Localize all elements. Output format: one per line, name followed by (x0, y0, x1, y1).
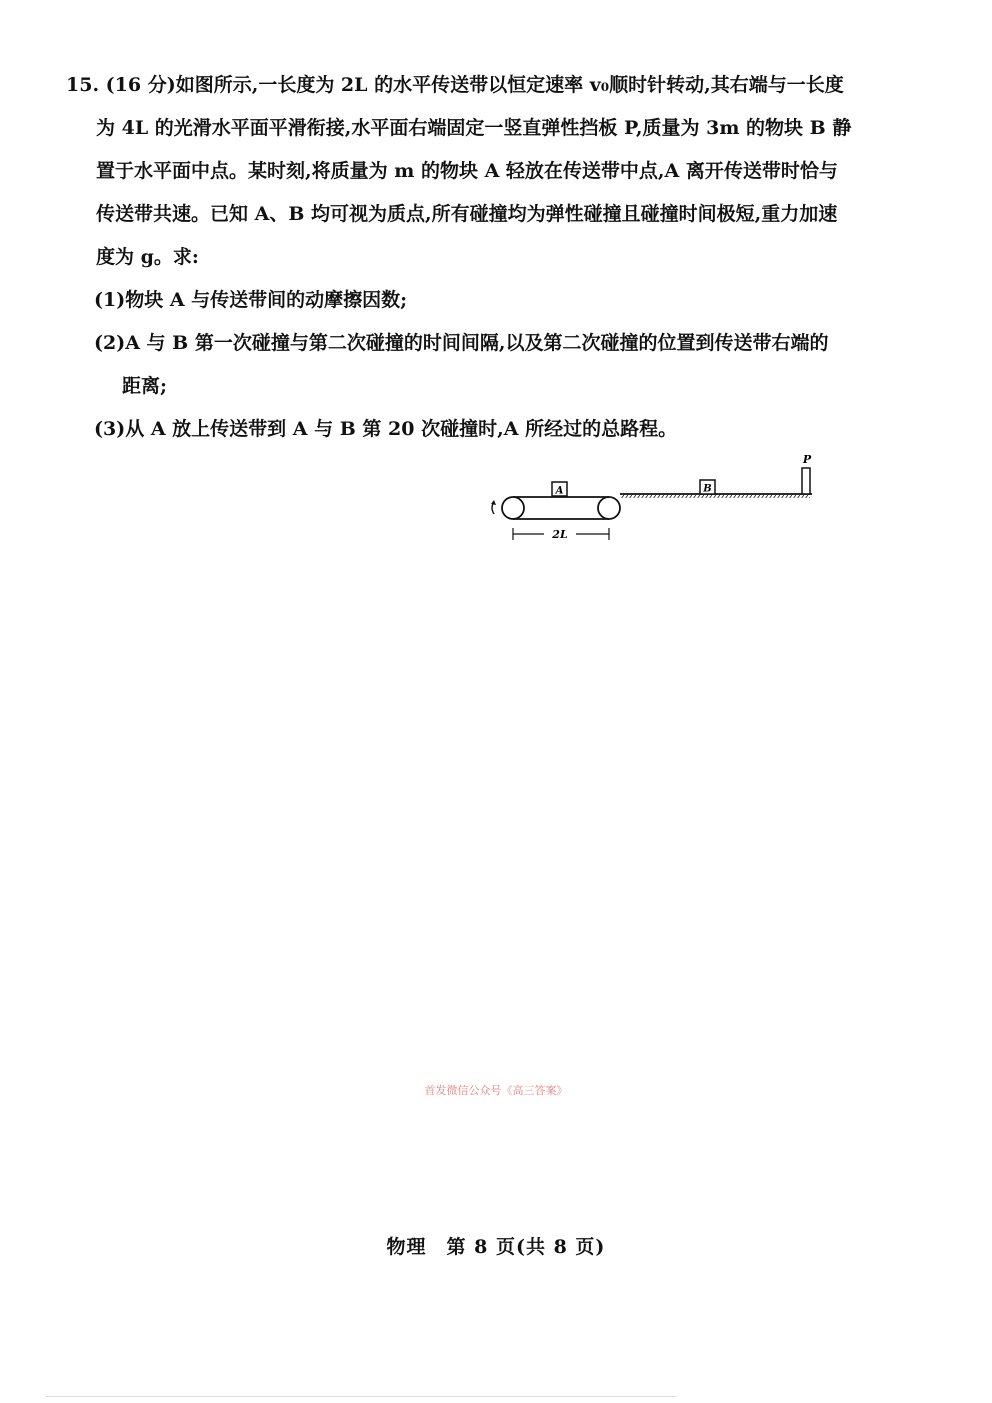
bottom-rule (46, 1396, 676, 1397)
problem-line-2: 为 4L 的光滑水平面平滑衔接,水平面右端固定一竖直弹性挡板 P,质量为 3m 的物块 B 静 (96, 117, 852, 139)
block-a-label: A (555, 485, 564, 497)
page-footer: 物理 第 8 页(共 8 页) (386, 1236, 606, 1258)
question-1: (1)物块 A 与传送带间的动摩擦因数; (94, 289, 408, 311)
belt-length-label: 2L (552, 528, 568, 541)
belt-length-dimension (513, 528, 609, 541)
watermark: 首发微信公众号《高三答案》 (424, 1084, 568, 1097)
block-a (552, 482, 567, 497)
problem-line-5: 度为 g。求: (96, 246, 199, 268)
question-2: (2)A 与 B 第一次碰撞与第二次碰撞的时间间隔,以及第二次碰撞的位置到传送带右端的 (94, 332, 829, 354)
problem-15 (66, 64, 852, 451)
plate-p-label: P (802, 453, 812, 466)
left-pulley (502, 497, 524, 519)
question-3: (3)从 A 放上传送带到 A 与 B 第 20 次碰撞时,A 所经过的总路程。 (94, 418, 678, 440)
rotation-arrowhead-icon (491, 500, 496, 505)
problem-line-1: 15. (16 分)如图所示,一长度为 2L 的水平传送带以恒定速率 v₀顺时针转动,其右端与一长度 (66, 74, 844, 96)
smooth-surface (620, 494, 812, 498)
block-b (700, 480, 715, 495)
conveyor-diagram (480, 450, 820, 550)
block-b-label: B (703, 483, 712, 495)
problem-line-3: 置于水平面中点。某时刻,将质量为 m 的物块 A 轻放在传送带中点,A 离开传送带时恰与 (96, 160, 838, 182)
problem-line-4: 传送带共速。已知 A、B 均可视为质点,所有碰撞均为弹性碰撞且碰撞时间极短,重力加速 (96, 203, 838, 225)
conveyor-belt (502, 497, 620, 519)
question-2-continued: 距离; (122, 375, 168, 397)
right-pulley (598, 497, 620, 519)
elastic-plate-p (802, 453, 812, 494)
